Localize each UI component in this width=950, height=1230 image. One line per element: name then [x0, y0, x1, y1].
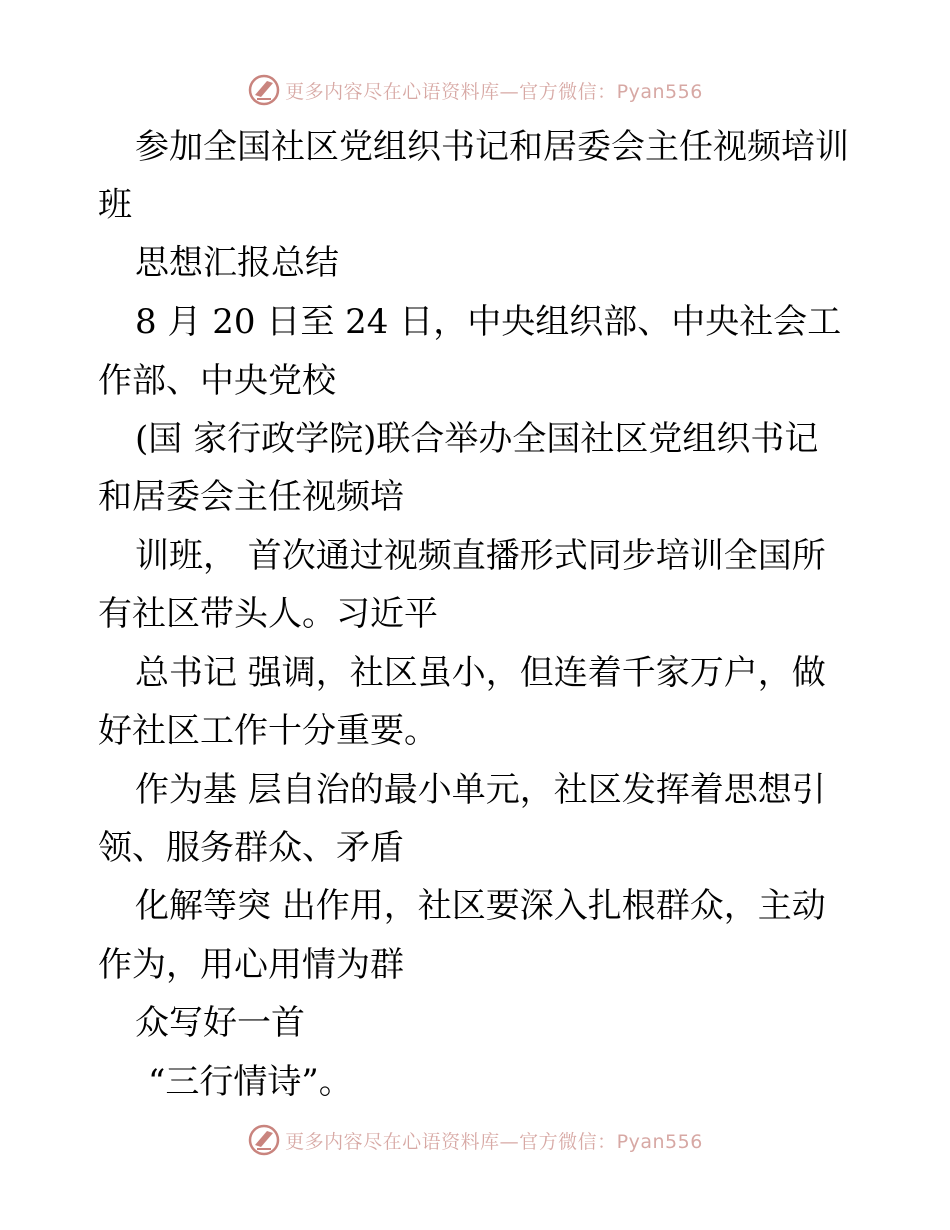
text-line-8: 训班， 首次通过视频直播形式同步培训全国所 [135, 536, 826, 576]
text-line-15: 作为，用心用情为群 [98, 945, 404, 985]
footer-watermark [0, 1120, 950, 1160]
watermark-wechat-id: Pyan556 [616, 1130, 703, 1153]
text-line-9: 有社区带头人。习近平 [98, 594, 438, 634]
text-line-5: 作部、中央党校 [98, 361, 336, 401]
text-line-11: 好社区工作十分重要。 [98, 711, 438, 751]
brand-logo-icon [247, 73, 281, 107]
text-line-10: 总书记 强调，社区虽小，但连着千家万户，做 [135, 653, 826, 693]
watermark-text: 更多内容尽在心语资料库—官方微信： [285, 1130, 617, 1153]
text-line-12: 作为基 层自治的最小单元，社区发挥着思想引 [135, 770, 826, 810]
watermark-wechat-id: Pyan556 [616, 80, 703, 103]
brand-logo-icon [247, 1123, 281, 1157]
text-line-17: “三行情诗”。 [148, 1062, 353, 1102]
text-line-2: 班 [98, 185, 132, 225]
text-line-14: 化解等突 出作用，社区要深入扎根群众，主动 [135, 886, 826, 926]
text-line-7: 和居委会主任视频培 [98, 477, 404, 517]
text-line-4: 8 月 20 日至 24 日，中央组织部、中央社会工 [135, 302, 842, 342]
text-line-13: 领、服务群众、矛盾 [98, 828, 404, 868]
text-line-1: 参加全国社区党组织书记和居委会主任视频培训 [135, 127, 849, 167]
text-line-16: 众写好一首 [135, 1003, 305, 1043]
header-watermark [0, 70, 950, 110]
watermark-text: 更多内容尽在心语资料库—官方微信： [285, 80, 617, 103]
text-line-3: 思想汇报总结 [135, 243, 339, 283]
text-line-6: (国 家行政学院)联合举办全国社区党组织书记 [135, 419, 819, 459]
